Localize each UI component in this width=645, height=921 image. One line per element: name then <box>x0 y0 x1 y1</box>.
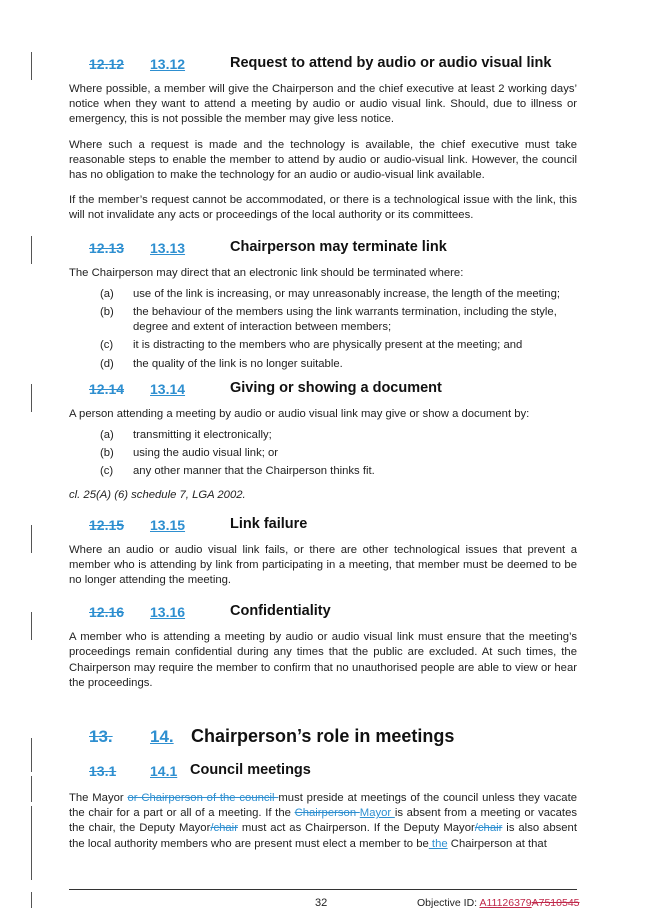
heading-13-16 <box>69 598 577 626</box>
inserted-number: 14. <box>150 727 174 747</box>
objective-id-old: A7510545 <box>531 897 580 909</box>
footer-rule <box>69 889 577 890</box>
list-text: any other manner that the Chairperson thinks fit. <box>133 465 375 478</box>
inserted-number: 13.13 <box>150 239 186 256</box>
text-run: must preside at meetings of the council unless they vacate the chair for a part or all of a meeting. If the <box>69 792 577 820</box>
heading-title: Chairperson’s role in meetings <box>191 726 455 747</box>
paragraph <box>69 791 577 852</box>
change-bar <box>31 236 32 264</box>
text-run: is absent from a meeting or vacates the chair, the Deputy Mayor <box>69 807 577 835</box>
change-bar <box>31 52 32 80</box>
list-label: (b) <box>100 306 114 319</box>
inserted-number: 13.15 <box>150 516 186 533</box>
heading-title: Link failure <box>230 515 308 532</box>
list-item <box>69 287 577 302</box>
list-text: use of the link is increasing, or may unreasonably increase, the length of the meeting; <box>133 287 561 300</box>
heading-13-14 <box>69 375 577 403</box>
list-label: (a) <box>100 287 114 300</box>
paragraph: A person attending a meeting by audio or audio visual link may give or show a document by: <box>69 407 530 420</box>
inserted-number: 13.14 <box>150 380 186 397</box>
text-run: must act as Chairperson. If the Deputy Mayor <box>237 822 475 835</box>
change-bar <box>31 776 32 802</box>
inserted-text: the <box>428 837 448 850</box>
list-text: the quality of the link is no longer suitable. <box>133 357 343 370</box>
heading-13-15 <box>69 511 577 539</box>
deleted-number: 13. <box>89 727 113 747</box>
change-bar <box>31 806 32 880</box>
heading-14-1 <box>69 757 577 785</box>
deleted-number: 13.1 <box>89 763 117 780</box>
objective-label: Objective ID: <box>417 897 480 909</box>
deleted-number: 12.15 <box>89 516 125 533</box>
list-text: using the audio visual link; or <box>133 447 279 460</box>
heading-title: Chairperson may terminate link <box>230 238 447 255</box>
heading-title: Council meetings <box>190 762 311 779</box>
paragraph: A member who is attending a meeting by audio or audio visual link must ensure that the meeting’s proceedings remain confidential during any times that the public are excluded. At such times, the Chairperson may require the member to confirm that no unauthorised people are able to view or hear the proceedings. <box>69 631 577 689</box>
change-bar <box>31 892 32 908</box>
deleted-number: 12.12 <box>89 56 125 72</box>
inserted-number: 14.1 <box>150 763 178 780</box>
list-item <box>69 428 577 443</box>
list-text: it is distracting to the members who are physically present at the meeting; and <box>133 339 523 352</box>
paragraph: Where such a request is made and the technology is available, the chief executive must take reasonable steps to enable the member to attend by audio or audio-visual link. However, the council has no obligation to make the technology for an audio or audio-visual link available. <box>69 138 577 182</box>
inserted-number: 13.16 <box>150 604 186 621</box>
heading-title: Confidentiality <box>230 603 331 620</box>
heading-13-13 <box>69 234 577 262</box>
change-bar <box>31 384 32 412</box>
deleted-number: 12.13 <box>89 239 125 256</box>
paragraph: If the member’s request cannot be accommodated, or there is a technological issue with the link, this will not invalidate any acts or proceedings of the local authority or its committees. <box>69 194 577 222</box>
list-item <box>69 305 577 335</box>
heading-title: Giving or showing a document <box>230 379 442 396</box>
inserted-text: Mayor <box>359 807 395 820</box>
deleted-number: 12.14 <box>89 380 125 397</box>
list-item <box>69 357 577 372</box>
deleted-text: Chairperson <box>294 807 360 820</box>
objective-id <box>417 897 580 909</box>
document-body <box>69 50 577 862</box>
list-text: transmitting it electronically; <box>133 429 272 442</box>
list-label: (a) <box>100 429 114 442</box>
text-run: is also absent the local authority members who are present must elect a member to be <box>69 822 577 850</box>
paragraph: Where an audio or audio visual link fails, or there are other technological issues that prevent a member who is attending by link from participating in a meeting, that member must be deemed to be no longer attending the meeting. <box>69 543 577 587</box>
change-bar <box>31 612 32 640</box>
paragraph: Where possible, a member will give the Chairperson and the chief executive at least 2 working days’ notice when they want to attend a meeting by audio or audio visual link. Should, due to illness or emergency, this is not possible the member may give less notice. <box>69 83 577 126</box>
list-text: the behaviour of the members using the link warrants termination, including the style, degree and extent of interaction between members; <box>133 306 557 334</box>
deleted-text: /chair <box>210 822 238 835</box>
list-item <box>69 464 577 479</box>
list-label: (c) <box>100 465 114 478</box>
deleted-number: 12.16 <box>89 604 125 621</box>
paragraph: The Chairperson may direct that an electronic link should be terminated where: <box>69 266 464 279</box>
text-run: The Mayor <box>69 792 128 805</box>
change-bar <box>31 738 32 772</box>
heading-14 <box>69 719 577 755</box>
list-label: (c) <box>100 339 114 352</box>
inserted-number: 13.12 <box>150 56 186 72</box>
list-item <box>69 338 577 353</box>
deleted-text: /chair <box>474 822 503 835</box>
objective-id-new: A11126379 <box>479 897 532 909</box>
text-run: Chairperson at that <box>447 837 547 850</box>
heading-13-12 <box>69 50 577 78</box>
deleted-text: or Chairperson of the council <box>127 792 279 805</box>
page-number: 32 <box>315 897 328 909</box>
list-label: (d) <box>100 357 114 370</box>
statutory-reference: cl. 25(A) (6) schedule 7, LGA 2002. <box>69 488 246 501</box>
change-bar <box>31 525 32 553</box>
list-label: (b) <box>100 447 114 460</box>
list-item <box>69 446 577 461</box>
heading-title: Request to attend by audio or audio visual link <box>230 55 552 71</box>
